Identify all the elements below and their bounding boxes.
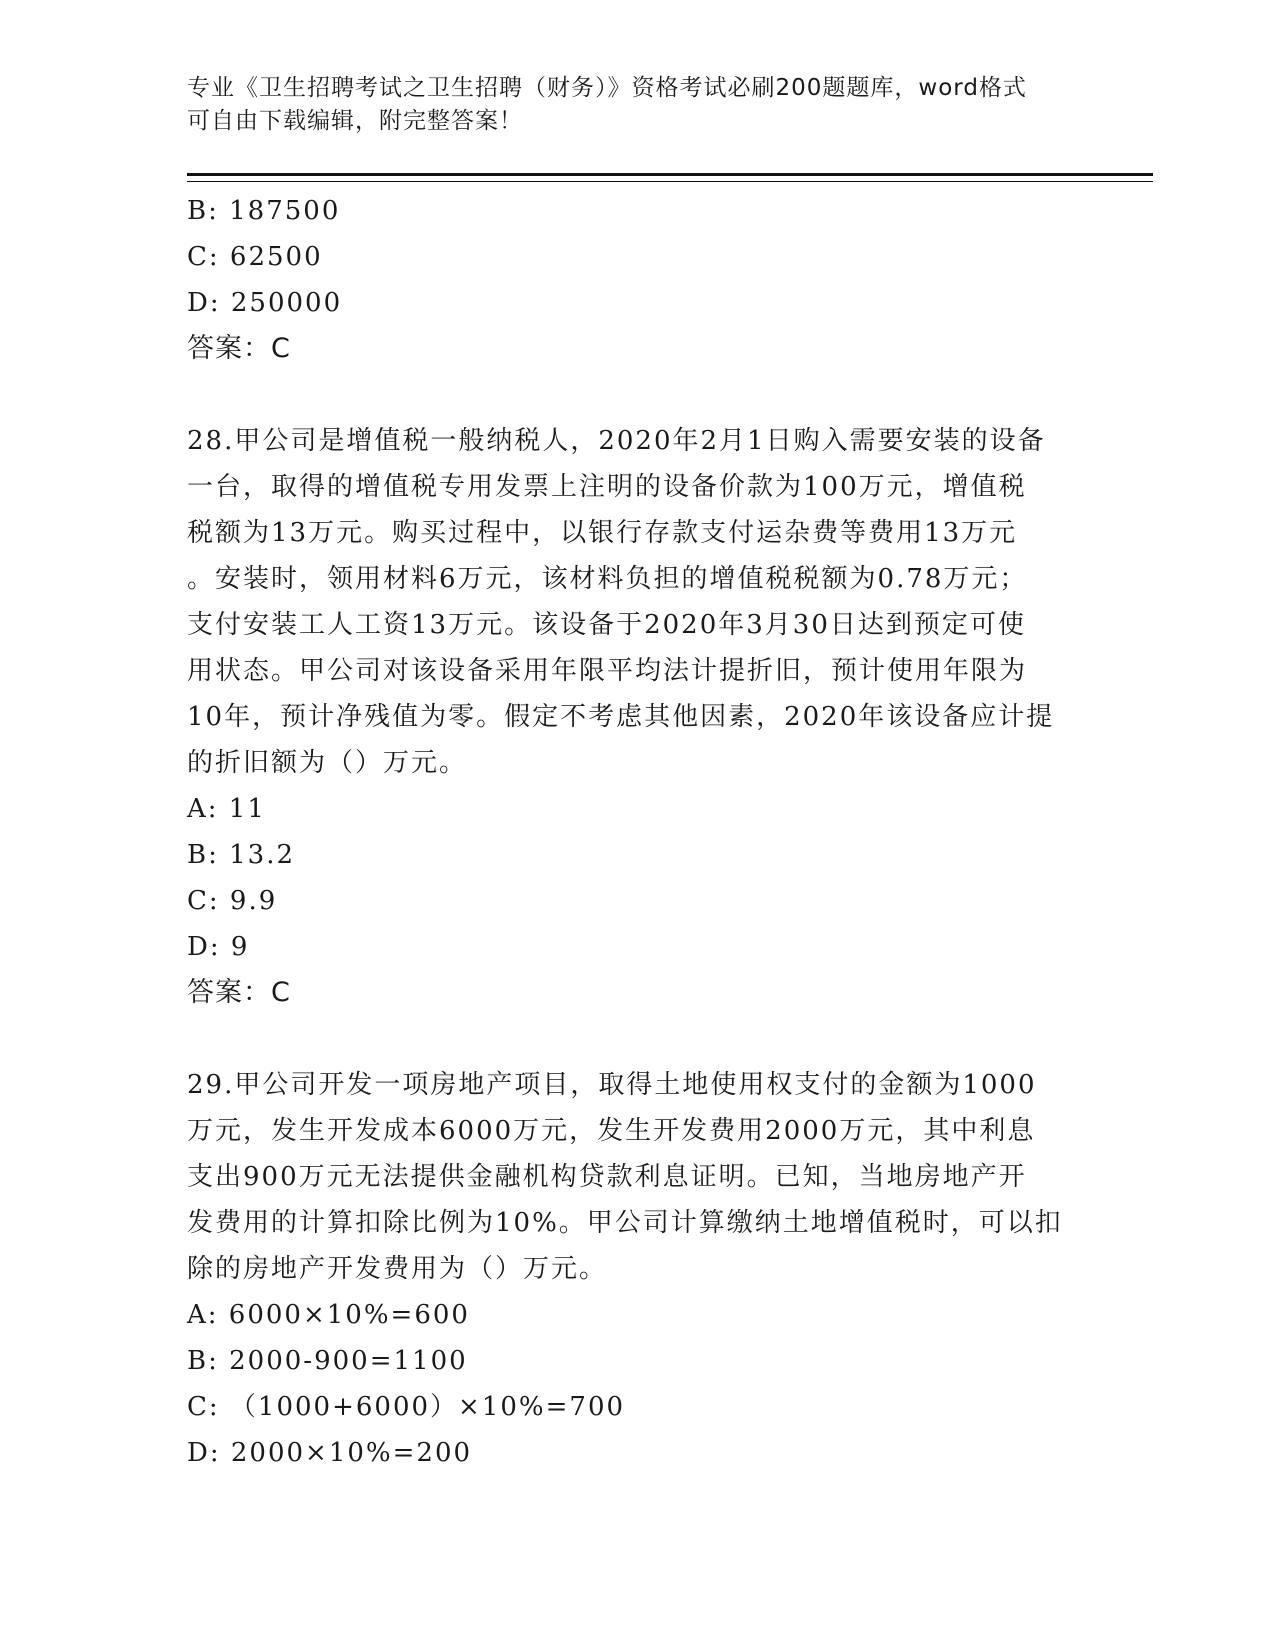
option-d: D: 9 bbox=[187, 932, 250, 962]
question-text-line: 。安装时，领用材料6万元，该材料负担的增值税税额为0.78万元； bbox=[187, 564, 1028, 594]
question-text-line: 的折旧额为（）万元。 bbox=[187, 748, 468, 778]
question-text-line: 税额为13万元。购买过程中，以银行存款支付运杂费等费用13万元 bbox=[187, 518, 1018, 548]
question-text-line: 10年，预计净残值为零。假定不考虑其他因素，2020年该设备应计提 bbox=[187, 702, 1055, 732]
option-d: D: 250000 bbox=[187, 288, 343, 318]
option-a: A: 11 bbox=[187, 794, 266, 824]
option-a: A: 6000×10%=600 bbox=[187, 1300, 470, 1330]
question-28 bbox=[187, 418, 1087, 1016]
question-text-line: 用状态。甲公司对该设备采用年限平均法计提折旧，预计使用年限为 bbox=[187, 656, 1028, 686]
spacer bbox=[187, 372, 1087, 418]
answer-line: 答案：C bbox=[187, 977, 291, 1008]
question-text-line: 一台，取得的增值税专用发票上注明的设备价款为100万元，增值税 bbox=[187, 472, 1027, 502]
question-text-line: 万元，发生开发成本6000万元，发生开发费用2000万元，其中利息 bbox=[187, 1116, 1036, 1146]
option-b: B: 187500 bbox=[187, 196, 341, 226]
header-rule-thick bbox=[187, 173, 1153, 176]
document-header bbox=[187, 72, 1067, 138]
option-c: C: 62500 bbox=[187, 242, 323, 272]
question-text-line: 发费用的计算扣除比例为10%。甲公司计算缴纳土地增值税时，可以扣 bbox=[187, 1208, 1063, 1238]
option-b: B: 13.2 bbox=[187, 840, 296, 870]
answer-line: 答案：C bbox=[187, 333, 291, 364]
header-rule-thin bbox=[187, 181, 1153, 182]
question-text-line: 支付安装工人工资13万元。该设备于2020年3月30日达到预定可使 bbox=[187, 610, 1026, 640]
spacer bbox=[187, 1016, 1087, 1062]
option-c: C: 9.9 bbox=[187, 886, 278, 916]
question-27-tail bbox=[187, 188, 1087, 372]
question-text-line: 支出900万元无法提供金融机构贷款利息证明。已知，当地房地产开 bbox=[187, 1162, 1027, 1192]
question-content bbox=[187, 188, 1087, 1476]
option-b: B: 2000-900=1100 bbox=[187, 1346, 468, 1376]
header-line-1: 专业《卫生招聘考试之卫生招聘（财务）》资格考试必刷200题题库，word格式 bbox=[187, 75, 1027, 101]
option-c: C: （1000+6000）×10%=700 bbox=[187, 1392, 626, 1422]
header-line-2: 可自由下载编辑，附完整答案！ bbox=[187, 108, 523, 134]
question-text-line: 28.甲公司是增值税一般纳税人，2020年2月1日购入需要安装的设备 bbox=[187, 426, 1046, 456]
question-29 bbox=[187, 1062, 1087, 1476]
question-text-line: 29.甲公司开发一项房地产项目，取得土地使用权支付的金额为1000 bbox=[187, 1070, 1037, 1100]
option-d: D: 2000×10%=200 bbox=[187, 1438, 473, 1468]
question-text-line: 除的房地产开发费用为（）万元。 bbox=[187, 1254, 608, 1284]
